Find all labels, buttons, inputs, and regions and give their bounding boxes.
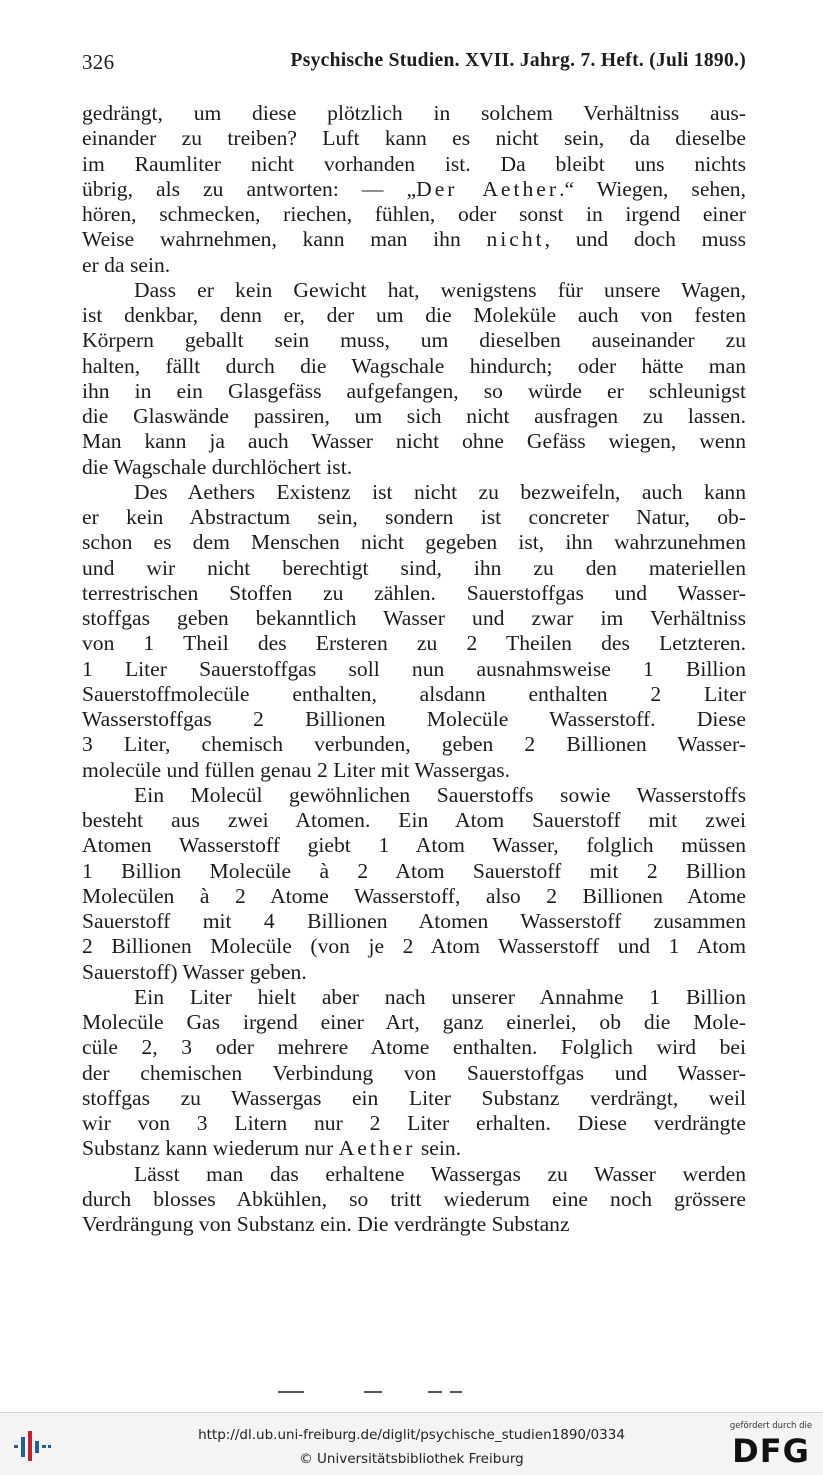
- text-line: und wir nicht berechtigt sind, ihn zu den materiellen: [82, 555, 746, 580]
- text-line: hören, schmecken, riechen, fühlen, oder sonst in irgend einer: [82, 202, 746, 226]
- text-line: schon es dem Menschen nicht gegeben ist, ihn wahrzunehmen: [82, 530, 746, 555]
- text-line: Ein Liter hielt aber nach unserer Annahme 1 Billion: [134, 984, 746, 1009]
- text-line: Substanz kann wiederum nur Aether sein.: [82, 1136, 462, 1161]
- viewer-footer: [0, 1412, 823, 1475]
- text-line: die Wagschale durchlöchert ist.: [82, 454, 353, 479]
- text-line: von 1 Theil des Ersteren zu 2 Theilen des Letzteren.: [82, 631, 746, 656]
- page-number: 326: [82, 50, 115, 74]
- text-line: übrig, als zu antworten: — „Der Aether.“ Wiegen, sehen,: [82, 176, 746, 201]
- text-line: einander zu treiben? Luft kann es nicht sein, da dieselbe: [82, 126, 746, 151]
- paragraph: [82, 783, 746, 985]
- text-line: Atomen Wasserstoff giebt 1 Atom Wasser, folglich müssen: [82, 833, 746, 858]
- text-line: Sauerstoff) Wasser geben.: [82, 959, 307, 984]
- copyright-notice: © Universitätsbibliothek Freiburg: [299, 1451, 524, 1467]
- funding-caption: gefördert durch die: [729, 1421, 813, 1431]
- text-line: stoffgas geben bekanntlich Wasser und zwar im Verhältniss: [82, 606, 746, 630]
- text-line: Verdrängung von Substanz ein. Die verdrängte Substanz: [82, 1212, 570, 1236]
- text-line: Molecülen à 2 Atome Wasserstoff, also 2 Billionen Atome: [82, 883, 746, 908]
- text-line: im Raumliter nicht vorhanden ist. Da bleibt uns nichts: [82, 151, 746, 176]
- text-line: Wasserstoffgas 2 Billionen Molecüle Wasserstoff. Diese: [82, 707, 746, 731]
- dfg-logo: [727, 1421, 815, 1471]
- text-line: er kein Abstractum sein, sondern ist concreter Natur, ob-: [82, 505, 746, 529]
- text-line: 1 Billion Molecüle à 2 Atom Sauerstoff mit 2 Billion: [82, 858, 746, 883]
- paragraph: [82, 985, 746, 1162]
- text-line: durch blosses Abkühlen, so tritt wiederum eine noch grössere: [82, 1186, 746, 1211]
- text-line: ihn in ein Glasgefäss aufgefangen, so würde er schleunigst: [82, 378, 746, 403]
- text-line: er da sein.: [82, 252, 171, 277]
- text-line: Lässt man das erhaltene Wassergas zu Wasser werden: [134, 1161, 746, 1186]
- text-line: besteht aus zwei Atomen. Ein Atom Sauerstoff mit zwei: [82, 808, 746, 832]
- text-line: wir von 3 Litern nur 2 Liter erhalten. Diese verdrängte: [82, 1111, 746, 1135]
- text-line: die Glaswände passiren, um sich nicht ausfragen zu lassen.: [82, 404, 746, 428]
- paragraph: [82, 278, 746, 480]
- text-line: molecüle und füllen genau 2 Liter mit Wassergas.: [82, 757, 511, 782]
- text-line: Sauerstoffmolecüle enthalten, alsdann enthalten 2 Liter: [82, 681, 746, 706]
- text-line: ist denkbar, denn er, der um die Moleküle auch von festen: [82, 303, 746, 327]
- signature-marks: [278, 1391, 468, 1395]
- running-title: Psychische Studien. XVII. Jahrg. 7. Heft. (Juli 1890.): [290, 50, 746, 71]
- running-head: [82, 50, 746, 78]
- dfg-wordmark: DFG: [732, 1432, 810, 1470]
- text-line: 1 Liter Sauerstoffgas soll nun ausnahmsweise 1 Billion: [82, 656, 746, 681]
- text-line: gedrängt, um diese plötzlich in solchem Verhältniss aus-: [82, 101, 746, 125]
- text-line: Körpern geballt sein muss, um dieselben auseinander zu: [82, 328, 746, 353]
- text-line: 3 Liter, chemisch verbunden, geben 2 Billionen Wasser-: [82, 732, 746, 757]
- paragraph: [82, 101, 746, 278]
- text-line: Dass er kein Gewicht hat, wenigstens für unsere Wagen,: [134, 277, 746, 302]
- text-line: Molecüle Gas irgend einer Art, ganz einerlei, ob die Mole-: [82, 1010, 746, 1034]
- text-line: Weise wahrnehmen, kann man ihn nicht, und doch muss: [82, 227, 746, 252]
- text-line: Sauerstoff mit 4 Billionen Atomen Wasserstoff zusammen: [82, 909, 746, 933]
- text-line: halten, fällt durch die Wagschale hindurch; oder hätte man: [82, 353, 746, 378]
- paragraph: [82, 480, 746, 783]
- text-line: cüle 2, 3 oder mehrere Atome enthalten. Folglich wird bei: [82, 1035, 746, 1060]
- text-line: terrestrischen Stoffen zu zählen. Sauerstoffgas und Wasser-: [82, 580, 746, 605]
- text-line: der chemischen Verbindung von Sauerstoffgas und Wasser-: [82, 1060, 746, 1085]
- paragraph: [82, 1162, 746, 1238]
- text-line: Des Aethers Existenz ist nicht zu bezweifeln, auch kann: [134, 479, 746, 504]
- text-line: 2 Billionen Molecüle (von je 2 Atom Wasserstoff und 1 Atom: [82, 934, 746, 959]
- text-line: Man kann ja auch Wasser nicht ohne Gefäss wiegen, wenn: [82, 429, 746, 454]
- source-url[interactable]: http://dl.ub.uni-freiburg.de/diglit/psychische_studien1890/0334: [198, 1427, 625, 1443]
- text-line: Ein Molecül gewöhnlichen Sauerstoffs sowie Wasserstoffs: [134, 782, 746, 807]
- text-line: stoffgas zu Wassergas ein Liter Substanz verdrängt, weil: [82, 1085, 746, 1110]
- body-text: [82, 101, 746, 1237]
